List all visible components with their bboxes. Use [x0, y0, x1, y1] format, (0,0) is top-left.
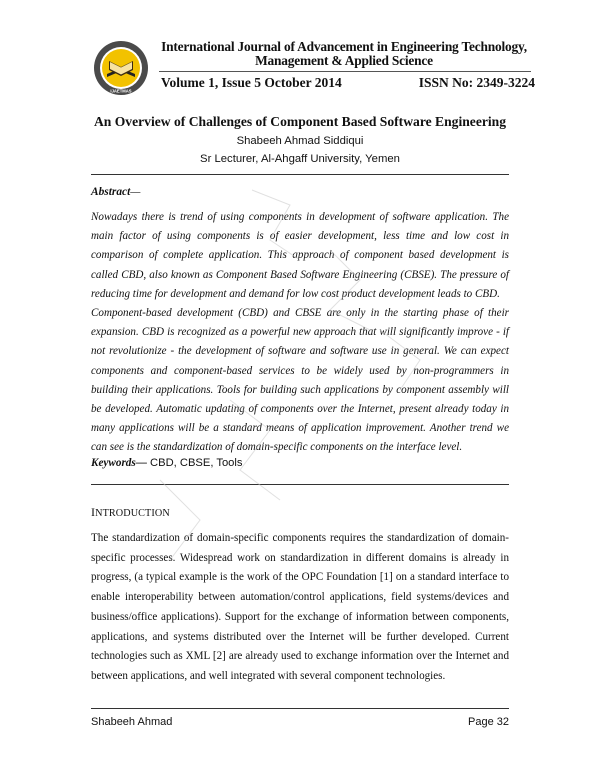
paper-title: An Overview of Challenges of Component Based Software Engineering	[93, 114, 507, 129]
journal-header-rule	[159, 71, 531, 72]
footer-author: Shabeeh Ahmad	[91, 716, 173, 728]
divider-middle	[91, 484, 509, 485]
keywords	[91, 457, 242, 469]
journal-info	[159, 75, 535, 93]
keywords-label: Keywords—	[91, 457, 147, 469]
abstract-heading-label: Abstract	[91, 186, 131, 198]
paper-affiliation: Sr Lecturer, Al-Ahgaff University, Yemen	[200, 153, 400, 165]
introduction-body	[91, 529, 509, 687]
journal-title-line1: International Journal of Advancement in Engineering Technology,	[161, 39, 527, 54]
paper-author: Shabeeh Ahmad Siddiqui	[236, 135, 364, 147]
abstract-body	[91, 208, 509, 458]
introduction-heading-rest: NTRODUCTION	[95, 508, 170, 519]
svg-text:IJAETMAS: IJAETMAS	[110, 88, 132, 94]
abstract-paragraph-1: Nowadays there is trend of using components in development of software application. The main factor of using components is of easier development, less time and low cost in comparison of complete application. This approach of component based development is called CBD, also known as Component Based Software Engineering (CBSE). The pressure of reducing time for development and demand for low cost product development leads to CBD.	[91, 211, 509, 300]
abstract-heading	[91, 186, 140, 198]
journal-issn: ISSN No: 2349-3224	[418, 75, 535, 90]
journal-title	[159, 40, 529, 68]
introduction-heading-initial: I	[91, 505, 96, 519]
journal-title-line2: Management & Applied Science	[255, 53, 433, 68]
divider-top	[91, 174, 509, 175]
introduction-heading	[91, 505, 170, 520]
keywords-value: CBD, CBSE, Tools	[146, 457, 243, 469]
footer-rule	[91, 708, 509, 709]
introduction-paragraph: The standardization of domain-specific components requires the standardization of domain-specific processes. Widespread work on standardization in different domains is already in progress, (a typical example is the work of the OPC Foundation [1] on a standard interface to enable interoperability between automation/control applications, field systems/devices and business/office applications). Support for the exchange of information between components, applications, and systems distributed over the Internet will be further developed. Current technologies such as XML [2] are already used to exchange information over the Internet and between applications, and well integrated with several component technologies.	[91, 532, 509, 682]
abstract-heading-dash: —	[130, 186, 141, 198]
journal-logo-icon	[93, 40, 149, 96]
abstract-paragraph-2: Component-based development (CBD) and CBSE are only in the starting phase of their expansion. CBD is recognized as a powerful new approach that will significantly improve - if not revolutionize - the development of software and software use in general. We can expect components and component-based services to be widely used by non-programmers in building their applications. Tools for building such applications by component assembly will be developed. Automatic updating of components over the Internet, present already today in many applications will be a standard means of application improvement. Another trend we can see is the standardization of domain-specific components on the interface level.	[91, 307, 509, 454]
footer-page-number: Page 32	[468, 716, 509, 728]
journal-header	[93, 38, 535, 96]
journal-volume: Volume 1, Issue 5 October 2014	[161, 75, 342, 90]
